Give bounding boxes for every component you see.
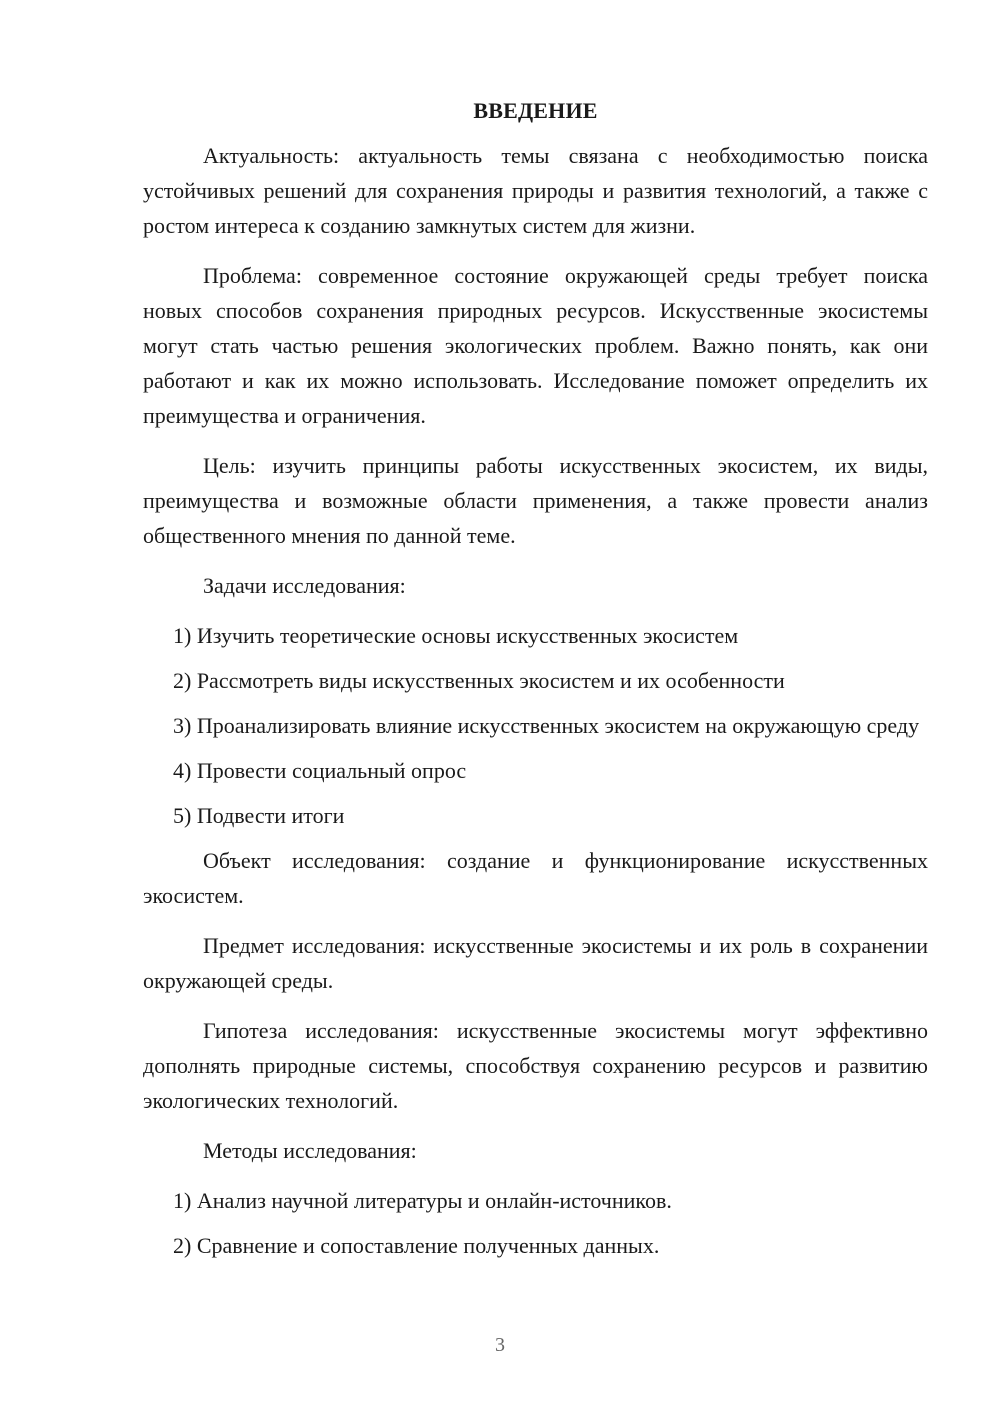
relevance-paragraph: Актуальность: актуальность темы связана с необходимостью поиска устойчивых решений для сохранения природы и развития технологий, а также с ростом интереса к созданию замкнутых систем для жизни. <box>143 143 928 238</box>
method-item: 2) Сравнение и сопоставление полученных данных. <box>173 1233 660 1258</box>
page-number: 3 <box>495 1334 505 1356</box>
task-item: 3) Проанализировать влияние искусственных экосистем на окружающую среду <box>173 713 920 738</box>
hypothesis-paragraph: Гипотеза исследования: искусственные экосистемы могут эффективно дополнять природные системы, способствуя сохранению ресурсов и развитию экологических технологий. <box>143 1018 928 1113</box>
object-paragraph: Объект исследования: создание и функционирование искусственных экосистем. <box>143 848 928 908</box>
method-item: 1) Анализ научной литературы и онлайн-источников. <box>173 1188 672 1213</box>
task-item: 2) Рассмотреть виды искусственных экосистем и их особенности <box>173 668 785 693</box>
page-title: ВВЕДЕНИЕ <box>473 98 598 123</box>
task-item: 5) Подвести итоги <box>173 803 345 828</box>
tasks-heading: Задачи исследования: <box>203 573 406 598</box>
task-item: 1) Изучить теоретические основы искусственных экосистем <box>173 623 739 648</box>
goal-paragraph: Цель: изучить принципы работы искусственных экосистем, их виды, преимущества и возможные области применения, а также провести анализ общественного мнения по данной теме. <box>143 453 928 548</box>
methods-heading: Методы исследования: <box>203 1138 417 1163</box>
document-page <box>143 96 928 1273</box>
task-item: 4) Провести социальный опрос <box>173 758 467 783</box>
subject-paragraph: Предмет исследования: искусственные экосистемы и их роль в сохранении окружающей среды. <box>143 933 928 993</box>
problem-paragraph: Проблема: современное состояние окружающей среды требует поиска новых способов сохранения природных ресурсов. Искусственные экосистемы могут стать частью решения экологических проблем. Важно понять, как они работают и как их можно использовать. Исследование поможет определить их преимущества и ограничения. <box>143 263 928 428</box>
